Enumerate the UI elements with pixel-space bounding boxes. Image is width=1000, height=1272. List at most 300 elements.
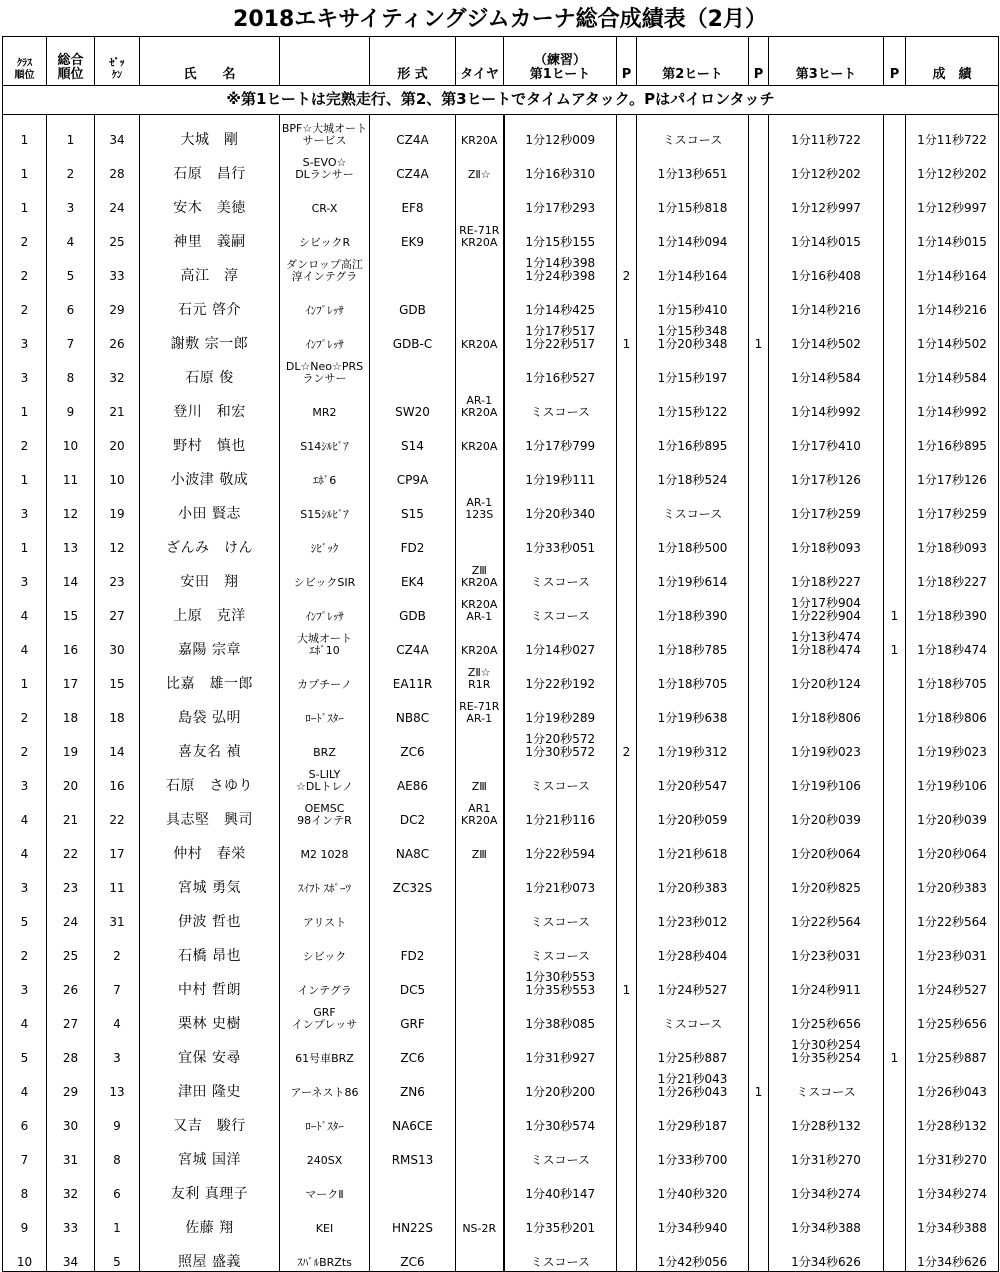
table-row [3, 591, 999, 625]
p2-cell [749, 1033, 769, 1067]
heat2-cell: 1分15秒122 [637, 387, 749, 421]
table-row [3, 863, 999, 897]
heat3-cell: 1分28秒132 [769, 1101, 884, 1135]
overall-rank-cell: 2 [47, 149, 95, 183]
number-cell: 1 [95, 1203, 140, 1237]
tire-cell [456, 285, 504, 319]
heat3-cell: 1分18秒806 [769, 693, 884, 727]
heat1-cell: 1分35秒201 [504, 1203, 617, 1237]
header-number: ｾﾞｯ ｹﾝ [95, 37, 140, 86]
class-rank-cell: 3 [3, 489, 47, 523]
p1-cell [617, 455, 637, 489]
header-row [3, 37, 999, 86]
p1-cell [617, 693, 637, 727]
model-cell: DC5 [370, 965, 456, 999]
p2-cell [749, 1203, 769, 1237]
car-cell: アーネスト86 [280, 1067, 370, 1101]
heat1-cell: 1分14秒027 [504, 625, 617, 659]
p2-cell [749, 1135, 769, 1169]
tire-cell [456, 1169, 504, 1203]
overall-rank-cell: 10 [47, 421, 95, 455]
p1-cell [617, 421, 637, 455]
p2-cell [749, 455, 769, 489]
header-name: 氏 名 [140, 37, 280, 86]
number-cell: 18 [95, 693, 140, 727]
p3-cell [884, 285, 906, 319]
name-cell: 小波津 敬成 [140, 455, 280, 489]
tire-cell [456, 183, 504, 217]
name-cell: 石元 啓介 [140, 285, 280, 319]
p3-cell: 1 [884, 625, 906, 659]
heat3-cell: 1分18秒093 [769, 523, 884, 557]
table-row [3, 965, 999, 999]
p1-cell [617, 1135, 637, 1169]
class-rank-cell: 7 [3, 1135, 47, 1169]
class-rank-cell: 1 [3, 455, 47, 489]
p3-cell [884, 1135, 906, 1169]
p2-cell: 1 [749, 319, 769, 353]
p3-cell [884, 319, 906, 353]
name-cell: 伊波 哲也 [140, 897, 280, 931]
tire-cell: NS-2R [456, 1203, 504, 1237]
class-rank-cell: 2 [3, 217, 47, 251]
heat3-cell: 1分13秒474 1分18秒474 [769, 625, 884, 659]
p1-cell [617, 115, 637, 150]
class-rank-cell: 2 [3, 251, 47, 285]
name-cell: 宮城 国洋 [140, 1135, 280, 1169]
table-row [3, 285, 999, 319]
heat3-cell: 1分25秒656 [769, 999, 884, 1033]
class-rank-cell: 5 [3, 897, 47, 931]
p1-cell [617, 489, 637, 523]
result-cell: 1分23秒031 [906, 931, 999, 965]
class-rank-cell: 6 [3, 1101, 47, 1135]
result-cell: 1分31秒270 [906, 1135, 999, 1169]
number-cell: 26 [95, 319, 140, 353]
note-text: ※第1ヒートは完熟走行、第2、第3ヒートでタイムアタック。Pはパイロンタッチ [3, 86, 999, 115]
name-cell: 栗林 史樹 [140, 999, 280, 1033]
heat3-cell: 1分14秒216 [769, 285, 884, 319]
class-rank-cell: 3 [3, 761, 47, 795]
table-row [3, 523, 999, 557]
heat1-cell: 1分22秒594 [504, 829, 617, 863]
p3-cell [884, 795, 906, 829]
class-rank-cell: 10 [3, 1237, 47, 1272]
p3-cell [884, 829, 906, 863]
tire-cell [456, 863, 504, 897]
p2-cell [749, 999, 769, 1033]
p3-cell [884, 693, 906, 727]
result-cell: 1分11秒722 [906, 115, 999, 150]
heat1-cell: ミスコース [504, 897, 617, 931]
class-rank-cell: 2 [3, 693, 47, 727]
table-row [3, 829, 999, 863]
class-rank-cell: 1 [3, 387, 47, 421]
result-cell: 1分26秒043 [906, 1067, 999, 1101]
overall-rank-cell: 32 [47, 1169, 95, 1203]
table-row [3, 251, 999, 285]
p3-cell [884, 761, 906, 795]
overall-rank-cell: 9 [47, 387, 95, 421]
p1-cell [617, 1067, 637, 1101]
number-cell: 12 [95, 523, 140, 557]
p1-cell [617, 999, 637, 1033]
number-cell: 24 [95, 183, 140, 217]
class-rank-cell: 2 [3, 727, 47, 761]
tire-cell: RE-71R AR-1 [456, 693, 504, 727]
heat2-cell: 1分42秒056 [637, 1237, 749, 1272]
model-cell: ZC32S [370, 863, 456, 897]
name-cell: 喜友名 禎 [140, 727, 280, 761]
table-row [3, 489, 999, 523]
heat1-cell: 1分19秒111 [504, 455, 617, 489]
name-cell: 石原 昌行 [140, 149, 280, 183]
overall-rank-cell: 7 [47, 319, 95, 353]
car-cell: ｽｲﾌﾄ ｽﾎﾟｰﾂ [280, 863, 370, 897]
heat1-cell: 1分30秒574 [504, 1101, 617, 1135]
table-row [3, 557, 999, 591]
number-cell: 28 [95, 149, 140, 183]
heat3-cell: 1分11秒722 [769, 115, 884, 150]
heat1-cell: 1分38秒085 [504, 999, 617, 1033]
overall-rank-cell: 26 [47, 965, 95, 999]
overall-rank-cell: 22 [47, 829, 95, 863]
name-cell: 津田 隆史 [140, 1067, 280, 1101]
tire-cell: ZⅢ [456, 761, 504, 795]
p1-cell [617, 217, 637, 251]
p2-cell [749, 421, 769, 455]
class-rank-cell: 9 [3, 1203, 47, 1237]
model-cell: NA6CE [370, 1101, 456, 1135]
model-cell: RMS13 [370, 1135, 456, 1169]
p2-cell [749, 659, 769, 693]
p2-cell: 1 [749, 1067, 769, 1101]
table-row [3, 115, 999, 150]
heat2-cell: 1分20秒059 [637, 795, 749, 829]
heat2-cell: 1分21秒618 [637, 829, 749, 863]
p1-cell [617, 523, 637, 557]
overall-rank-cell: 34 [47, 1237, 95, 1272]
name-cell: 石原 さゆり [140, 761, 280, 795]
number-cell: 3 [95, 1033, 140, 1067]
heat3-cell: 1分20秒039 [769, 795, 884, 829]
class-rank-cell: 3 [3, 557, 47, 591]
overall-rank-cell: 25 [47, 931, 95, 965]
header-model: 形 式 [370, 37, 456, 86]
tire-cell [456, 1067, 504, 1101]
overall-rank-cell: 6 [47, 285, 95, 319]
name-cell: 友利 真理子 [140, 1169, 280, 1203]
overall-rank-cell: 21 [47, 795, 95, 829]
model-cell: ZC6 [370, 727, 456, 761]
number-cell: 34 [95, 115, 140, 150]
heat2-cell: 1分20秒547 [637, 761, 749, 795]
number-cell: 25 [95, 217, 140, 251]
table-row [3, 625, 999, 659]
p3-cell [884, 115, 906, 150]
heat1-cell: 1分20秒200 [504, 1067, 617, 1101]
heat2-cell: 1分28秒404 [637, 931, 749, 965]
result-cell: 1分19秒023 [906, 727, 999, 761]
heat3-cell: 1分14秒584 [769, 353, 884, 387]
tire-cell [456, 455, 504, 489]
tire-cell [456, 1101, 504, 1135]
heat3-cell: 1分19秒023 [769, 727, 884, 761]
overall-rank-cell: 3 [47, 183, 95, 217]
p3-cell [884, 489, 906, 523]
result-cell: 1分18秒093 [906, 523, 999, 557]
result-cell: 1分14秒164 [906, 251, 999, 285]
p2-cell [749, 489, 769, 523]
heat2-cell: ミスコース [637, 489, 749, 523]
overall-rank-cell: 20 [47, 761, 95, 795]
car-cell: GRF インプレッサ [280, 999, 370, 1033]
result-cell: 1分18秒474 [906, 625, 999, 659]
tire-cell: KR20A [456, 319, 504, 353]
car-cell: ｲﾝﾌﾟﾚｯｻ [280, 319, 370, 353]
overall-rank-cell: 11 [47, 455, 95, 489]
name-cell: 宜保 安尋 [140, 1033, 280, 1067]
class-rank-cell: 3 [3, 965, 47, 999]
p2-cell [749, 1237, 769, 1272]
table-row [3, 1237, 999, 1272]
number-cell: 17 [95, 829, 140, 863]
p1-cell: 2 [617, 251, 637, 285]
result-cell: 1分12秒997 [906, 183, 999, 217]
table-row [3, 149, 999, 183]
class-rank-cell: 3 [3, 353, 47, 387]
table-row [3, 1067, 999, 1101]
heat2-cell: 1分20秒383 [637, 863, 749, 897]
table-row [3, 353, 999, 387]
overall-rank-cell: 33 [47, 1203, 95, 1237]
model-cell: CZ4A [370, 625, 456, 659]
result-cell: 1分25秒887 [906, 1033, 999, 1067]
model-cell: FD2 [370, 931, 456, 965]
number-cell: 6 [95, 1169, 140, 1203]
header-tire: タイヤ [456, 37, 504, 86]
tire-cell: ZⅡ☆ R1R [456, 659, 504, 693]
p3-cell [884, 931, 906, 965]
number-cell: 8 [95, 1135, 140, 1169]
table-row [3, 931, 999, 965]
name-cell: 小田 賢志 [140, 489, 280, 523]
heat2-cell: 1分19秒638 [637, 693, 749, 727]
tire-cell: ZⅢ KR20A [456, 557, 504, 591]
car-cell: シビックSIR [280, 557, 370, 591]
tire-cell [456, 999, 504, 1033]
p2-cell [749, 217, 769, 251]
p1-cell [617, 897, 637, 931]
number-cell: 13 [95, 1067, 140, 1101]
p2-cell [749, 795, 769, 829]
model-cell: EA11R [370, 659, 456, 693]
heat2-cell: 1分25秒887 [637, 1033, 749, 1067]
result-cell: 1分34秒626 [906, 1237, 999, 1272]
number-cell: 20 [95, 421, 140, 455]
overall-rank-cell: 17 [47, 659, 95, 693]
heat2-cell: 1分15秒818 [637, 183, 749, 217]
result-cell: 1分19秒106 [906, 761, 999, 795]
model-cell: EF8 [370, 183, 456, 217]
tire-cell [456, 1237, 504, 1272]
class-rank-cell: 4 [3, 999, 47, 1033]
result-cell: 1分20秒039 [906, 795, 999, 829]
overall-rank-cell: 31 [47, 1135, 95, 1169]
tire-cell [456, 353, 504, 387]
page-title: 2018エキサイティングジムカーナ総合成績表（2月） [233, 7, 767, 32]
p2-cell [749, 149, 769, 183]
name-cell: 神里 義嗣 [140, 217, 280, 251]
heat3-cell: 1分19秒106 [769, 761, 884, 795]
heat2-cell: 1分29秒187 [637, 1101, 749, 1135]
model-cell: ZN6 [370, 1067, 456, 1101]
name-cell: 島袋 弘明 [140, 693, 280, 727]
result-cell: 1分20秒383 [906, 863, 999, 897]
car-cell: ｲﾝﾌﾟﾚｯｻ [280, 591, 370, 625]
overall-rank-cell: 18 [47, 693, 95, 727]
heat1-cell: 1分31秒927 [504, 1033, 617, 1067]
p1-cell [617, 387, 637, 421]
name-cell: 又吉 駿行 [140, 1101, 280, 1135]
model-cell: ZC6 [370, 1237, 456, 1272]
heat2-cell: 1分14秒094 [637, 217, 749, 251]
heat3-cell: 1分17秒904 1分22秒904 [769, 591, 884, 625]
class-rank-cell: 2 [3, 421, 47, 455]
tire-cell: KR20A [456, 421, 504, 455]
heat1-cell: 1分16秒310 [504, 149, 617, 183]
table-row [3, 659, 999, 693]
result-cell: 1分14秒015 [906, 217, 999, 251]
name-cell: 野村 慎也 [140, 421, 280, 455]
tire-cell: KR20A AR-1 [456, 591, 504, 625]
model-cell: GDB-C [370, 319, 456, 353]
table-row [3, 761, 999, 795]
result-cell: 1分24秒527 [906, 965, 999, 999]
header-class-rank: ｸﾗｽ 順位 [3, 37, 47, 86]
tire-cell: AR-1 123S [456, 489, 504, 523]
name-cell: 石橋 昂也 [140, 931, 280, 965]
result-cell: 1分20秒064 [906, 829, 999, 863]
heat1-cell: 1分20秒340 [504, 489, 617, 523]
class-rank-cell: 1 [3, 659, 47, 693]
heat3-cell: 1分20秒825 [769, 863, 884, 897]
heat2-cell: 1分16秒895 [637, 421, 749, 455]
tire-cell: AR-1 KR20A [456, 387, 504, 421]
result-cell: 1分18秒390 [906, 591, 999, 625]
tire-cell [456, 1135, 504, 1169]
overall-rank-cell: 24 [47, 897, 95, 931]
results-table [2, 36, 999, 1272]
overall-rank-cell: 23 [47, 863, 95, 897]
p2-cell [749, 387, 769, 421]
class-rank-cell: 1 [3, 523, 47, 557]
car-cell: S-EVO☆ DLランサー [280, 149, 370, 183]
result-cell: 1分17秒259 [906, 489, 999, 523]
name-cell: ざんみ けん [140, 523, 280, 557]
p3-cell [884, 897, 906, 931]
heat2-cell: ミスコース [637, 115, 749, 150]
p2-cell [749, 1101, 769, 1135]
table-row [3, 693, 999, 727]
p2-cell [749, 761, 769, 795]
p3-cell [884, 965, 906, 999]
heat1-cell: 1分21秒073 [504, 863, 617, 897]
p3-cell [884, 421, 906, 455]
overall-rank-cell: 13 [47, 523, 95, 557]
tire-cell: KR20A [456, 115, 504, 150]
heat1-cell: ミスコース [504, 1237, 617, 1272]
heat1-cell: 1分30秒553 1分35秒553 [504, 965, 617, 999]
header-p2: P [749, 37, 769, 86]
number-cell: 16 [95, 761, 140, 795]
heat1-cell: 1分33秒051 [504, 523, 617, 557]
header-overall-rank: 総合 順位 [47, 37, 95, 86]
name-cell: 具志堅 興司 [140, 795, 280, 829]
p1-cell: 1 [617, 319, 637, 353]
name-cell: 比嘉 雄一郎 [140, 659, 280, 693]
number-cell: 2 [95, 931, 140, 965]
table-row [3, 1203, 999, 1237]
header-heat1: （練習） 第1ヒート [504, 37, 617, 86]
car-cell: OEMSC 98インテR [280, 795, 370, 829]
header-result: 成 績 [906, 37, 999, 86]
heat2-cell: 1分15秒410 [637, 285, 749, 319]
number-cell: 9 [95, 1101, 140, 1135]
p1-cell [617, 1203, 637, 1237]
heat3-cell: 1分12秒997 [769, 183, 884, 217]
table-row [3, 455, 999, 489]
car-cell: ダンロップ高江 淳インテグラ [280, 251, 370, 285]
car-cell: インテグラ [280, 965, 370, 999]
overall-rank-cell: 30 [47, 1101, 95, 1135]
car-cell: ﾛｰﾄﾞｽﾀｰ [280, 693, 370, 727]
class-rank-cell: 4 [3, 1067, 47, 1101]
car-cell: マークⅡ [280, 1169, 370, 1203]
model-cell: AE86 [370, 761, 456, 795]
table-row [3, 999, 999, 1033]
p1-cell [617, 931, 637, 965]
table-row [3, 795, 999, 829]
heat3-cell: 1分23秒031 [769, 931, 884, 965]
model-cell: GDB [370, 591, 456, 625]
model-cell: NB8C [370, 693, 456, 727]
heat1-cell: 1分40秒147 [504, 1169, 617, 1203]
model-cell: NA8C [370, 829, 456, 863]
number-cell: 7 [95, 965, 140, 999]
p2-cell [749, 591, 769, 625]
model-cell [370, 897, 456, 931]
heat3-cell: 1分14秒502 [769, 319, 884, 353]
car-cell: 240SX [280, 1135, 370, 1169]
p3-cell [884, 863, 906, 897]
name-cell: 安田 翔 [140, 557, 280, 591]
model-cell [370, 251, 456, 285]
model-cell: CZ4A [370, 149, 456, 183]
model-cell: SW20 [370, 387, 456, 421]
heat3-cell: 1分34秒626 [769, 1237, 884, 1272]
car-cell: ｴﾎﾞ6 [280, 455, 370, 489]
p2-cell [749, 625, 769, 659]
model-cell: FD2 [370, 523, 456, 557]
p1-cell [617, 1169, 637, 1203]
heat2-cell: 1分18秒524 [637, 455, 749, 489]
heat1-cell: 1分16秒527 [504, 353, 617, 387]
p2-cell [749, 863, 769, 897]
tire-cell: ZⅡ☆ [456, 149, 504, 183]
p3-cell [884, 1101, 906, 1135]
number-cell: 19 [95, 489, 140, 523]
